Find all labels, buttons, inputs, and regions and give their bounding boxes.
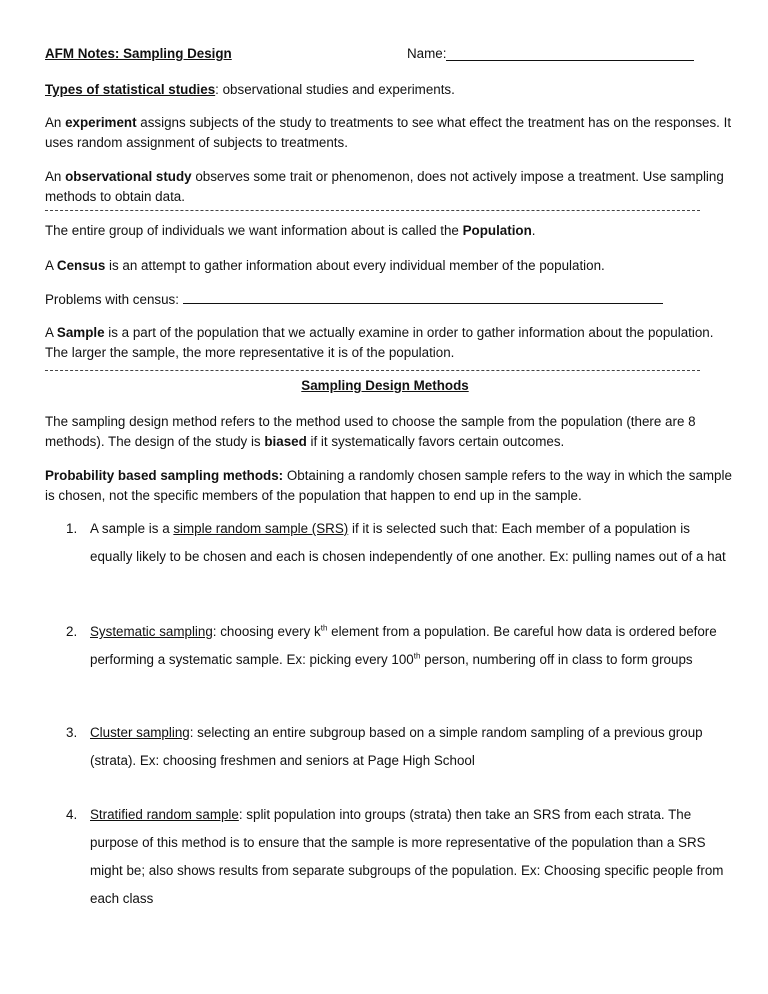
probability-paragraph: Probability based sampling methods: Obtaining a randomly chosen sample refers to the way in which the sample is chosen, not the specific members of the population that happen to end up in the sample.: [45, 468, 732, 503]
census-paragraph: A Census is an attempt to gather information about every individual member of the population.: [45, 258, 605, 273]
list-item-cluster: Cluster sampling: selecting an entire subgroup based on a simple random sampling of a previous group (strata). Ex: choosing freshmen and seniors at Page High School: [90, 725, 703, 768]
problems-blank-line: [183, 290, 663, 304]
list-number: 1.: [66, 521, 78, 536]
document-title: AFM Notes: Sampling Design: [45, 46, 232, 61]
list-item-stratified: Stratified random sample: split population into groups (strata) then take an SRS from each strata. The purpose of this method is to ensure that the sample is more representative of the population than a SRS might be; also shows results from separate subgroups of the population. Ex: Choosing specific people from each class: [90, 807, 724, 906]
population-paragraph: The entire group of individuals we want information about is called the Population.: [45, 223, 536, 238]
observational-paragraph: An observational study observes some trait or phenomenon, does not actively impose a treatment. Use sampling methods to obtain data.: [45, 169, 724, 204]
name-blank-line: [446, 46, 694, 61]
list-number: 3.: [66, 725, 78, 740]
sample-paragraph: A Sample is a part of the population that we actually examine in order to gather information about the population. The larger the sample, the more representative it is of the population.: [45, 325, 714, 360]
name-label: Name:: [407, 46, 447, 61]
types-paragraph: Types of statistical studies: observational studies and experiments.: [45, 82, 455, 97]
list-number: 2.: [66, 624, 78, 639]
list-item-srs: A sample is a simple random sample (SRS) if it is selected such that: Each member of a population is equally likely to be chosen and each is chosen independently of one another. Ex: pulling names out of a hat: [90, 521, 726, 564]
name-field: [407, 46, 694, 61]
list-item-systematic: Systematic sampling: choosing every $k^{th}$ element from a population. Be careful how data is ordered before performing a systematic sample. Ex: picking every 100th person, numbering off in class to form groups: [90, 623, 717, 667]
experiment-paragraph: An experiment assigns subjects of the study to treatments to see what effect the treatment has on the responses. It uses random assignment of subjects to treatments.: [45, 115, 732, 150]
section-divider: [45, 210, 700, 211]
design-method-paragraph: The sampling design method refers to the method used to choose the sample from the population (there are 8 methods). The design of the study is biased if it systematically favors certain outcomes.: [45, 414, 696, 449]
list-number: 4.: [66, 807, 78, 822]
section-heading: Sampling Design Methods: [301, 378, 469, 393]
problems-line: Problems with census:: [45, 290, 735, 310]
section-divider-2: [45, 370, 700, 371]
